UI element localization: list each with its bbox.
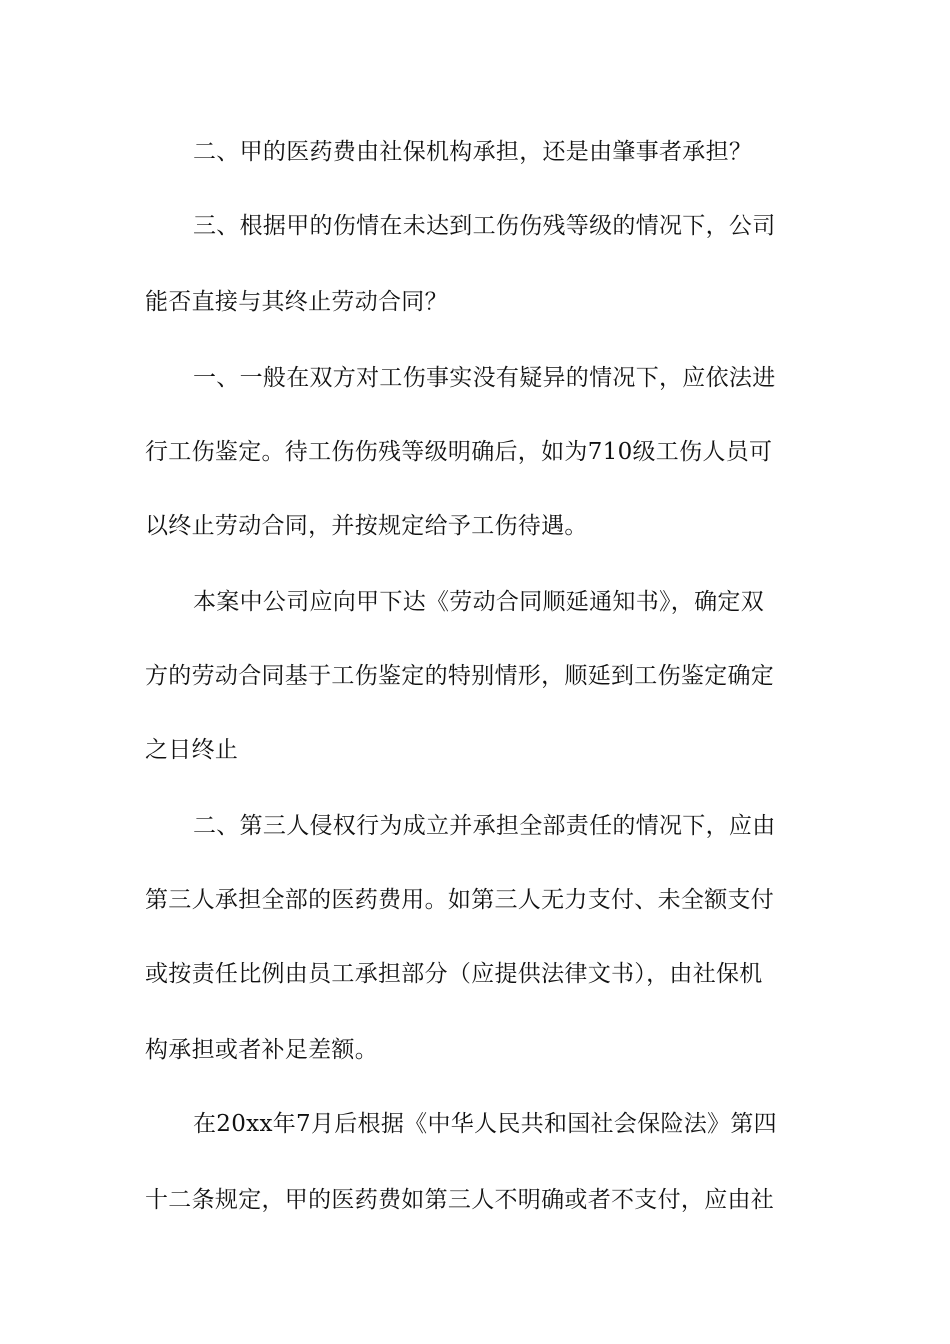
- text-line-case-part3: 之日终止: [145, 737, 239, 763]
- text-line-case-part1: 本案中公司应向甲下达《劳动合同顺延通知书》，确定双: [193, 589, 764, 615]
- text-line-a2-part2: 第三人承担全部的医药费用。如第三人无力支付、未全额支付: [145, 887, 775, 913]
- text-line-q2: 二、甲的医药费由社保机构承担，还是由肇事者承担？: [193, 139, 753, 165]
- text-line-a2-part4: 构承担或者补足差额。: [145, 1037, 378, 1063]
- text-line-a1-part1: 一、一般在双方对工伤事实没有疑异的情况下，应依法进: [193, 365, 776, 391]
- text-line-case-part2: 方的劳动合同基于工伤鉴定的特别情形，顺延到工伤鉴定确定: [145, 663, 775, 689]
- text-line-q3-part2: 能否直接与其终止劳动合同？: [145, 289, 448, 315]
- text-line-law-part1: 在20xx年7月后根据《中华人民共和国社会保险法》第四: [193, 1111, 777, 1137]
- text-line-a1-part3: 以终止劳动合同，并按规定给予工伤待遇。: [145, 513, 588, 539]
- text-line-a2-part3: 或按责任比例由员工承担部分（应提供法律文书），由社保机: [145, 961, 763, 987]
- text-line-q3-part1: 三、根据甲的伤情在未达到工伤伤残等级的情况下，公司: [193, 213, 776, 239]
- text-line-a2-part1: 二、第三人侵权行为成立并承担全部责任的情况下，应由: [193, 813, 776, 839]
- text-line-a1-part2: 行工伤鉴定。待工伤伤残等级明确后，如为710级工伤人员可: [145, 439, 773, 465]
- text-line-law-part2: 十二条规定，甲的医药费如第三人不明确或者不支付，应由社: [145, 1187, 775, 1213]
